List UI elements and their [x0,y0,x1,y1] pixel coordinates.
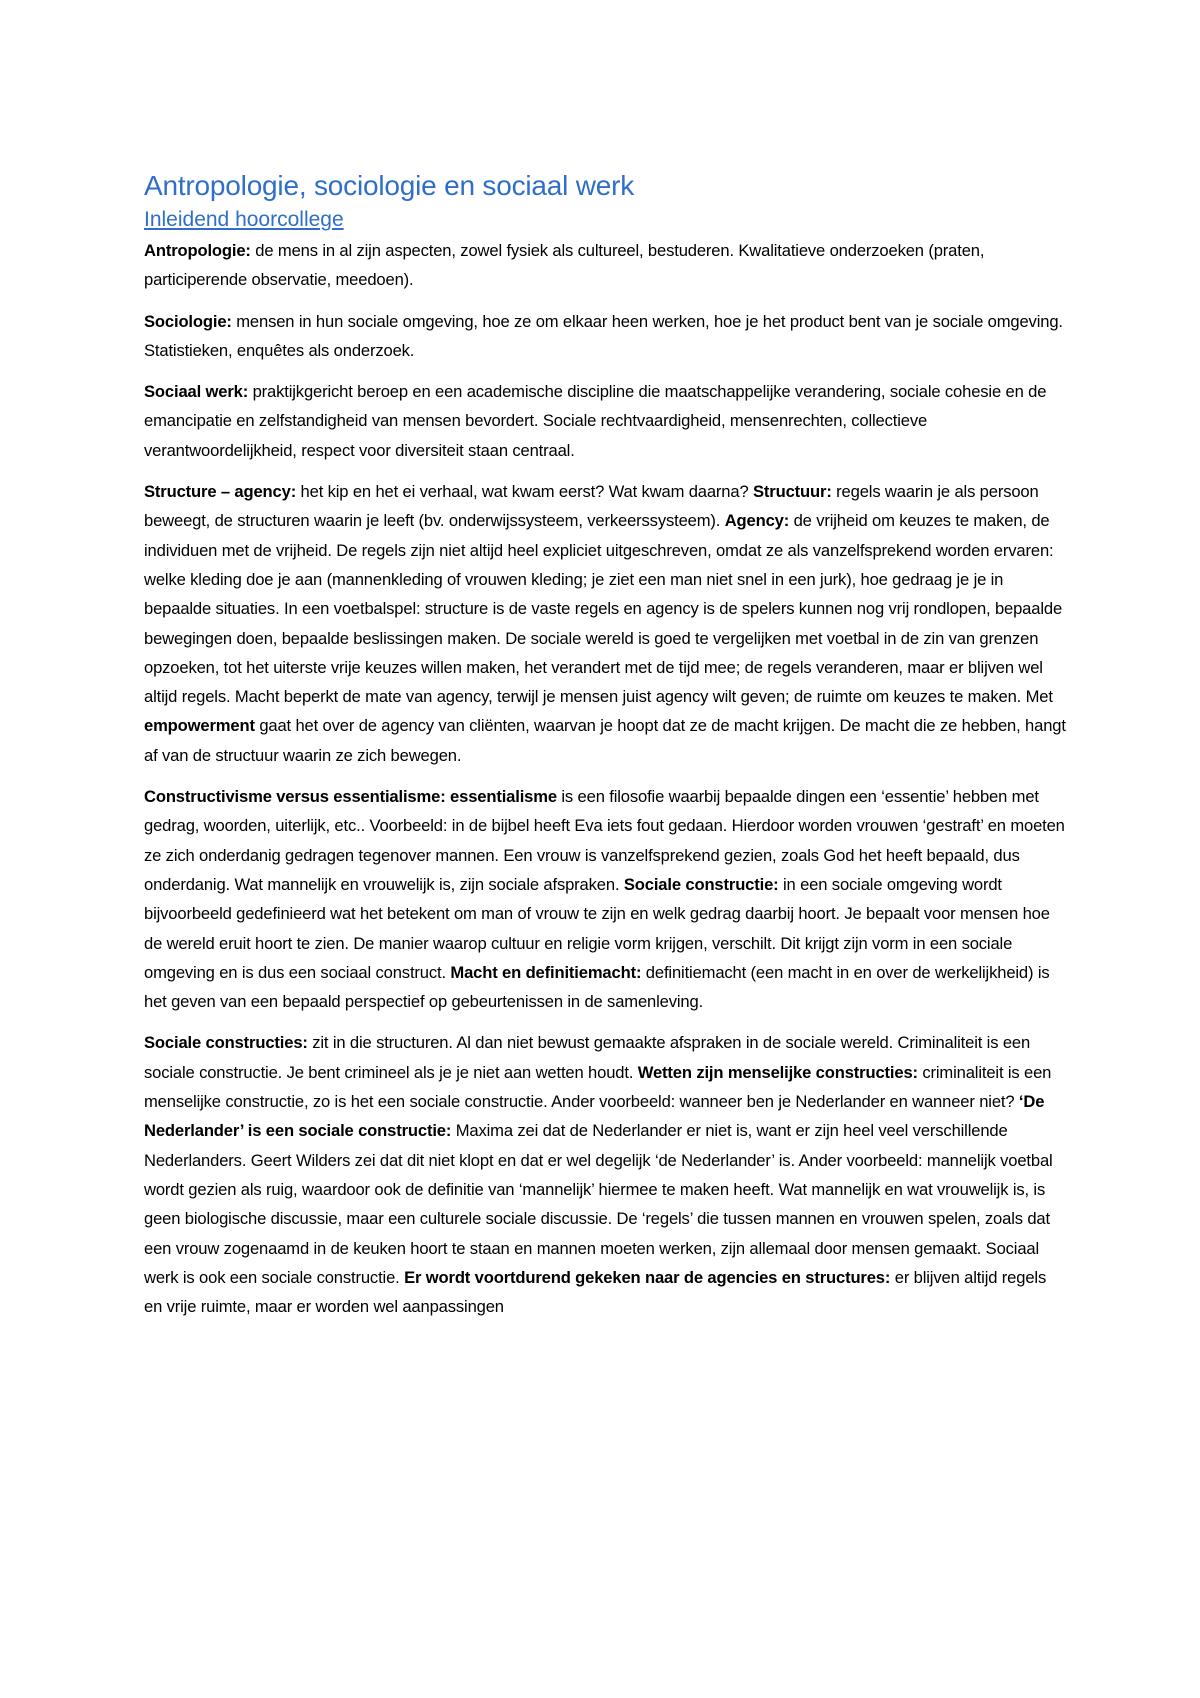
bold-term: Er wordt voortdurend gekeken naar de agencies en structures: [404,1267,891,1287]
bold-term: Sociale constructies: [144,1033,308,1053]
bold-term: Structure – agency: [144,482,297,502]
paragraph-text: mensen in hun sociale omgeving, hoe ze om elkaar heen werken, hoe je het product bent van je sociale omgeving. Statistieken, enquêtes als onderzoek. [144,311,1063,360]
paragraph [144,782,1068,1016]
bold-term: Macht en definitiemacht: [450,962,642,982]
paragraph-text: regels waarin je als persoon beweegt, de structuren waarin je leeft (bv. onderwijssysteem, verkeerssysteem). [144,482,1039,531]
paragraph-text: definitiemacht (een macht in en over de werkelijkheid) is het geven van een bepaald perspectief op gebeurtenissen in de samenleving. [144,962,1050,1012]
paragraph-text: is een filosofie waarbij bepaalde dingen een ‘essentie’ hebben met gedrag, woorden, uiterlijk, etc.. Voorbeeld: in de bijbel heeft Eva iets fout gedaan. Hierdoor worden vrouwen ‘gestraft’ en moeten ze zich onderdanig gedragen tegenover mannen. Een vrouw is vanzelfsprekend gezien, zoals God het heeft bepaald, dus onderdanig. Wat mannelijk en vrouwelijk is, zijn sociale afspraken. [144,787,1065,894]
paragraph [144,1028,1068,1321]
paragraph-text: de vrijheid om keuzes te maken, de individuen met de vrijheid. De regels zijn niet altijd heel expliciet uitgeschreven, omdat ze als vanzelfsprekend worden ervaren: welke kleding doe je aan (mannenkleding of vrouwen kleding; je ziet een man niet snel in een jurk), hoe gedraag je je in bepaalde situaties. In een voetbalspel: structure is de vaste regels en agency is de spelers kunnen nog vrij rondlopen, bepaalde bewegingen doen, bepaalde beslissingen maken. De sociale wereld is goed te vergelijken met voetbal in de zin van grenzen opzoeken, tot het uiterste vrije keuzes willen maken, het verandert met de tijd mee; de regels veranderen, maar er blijven wel altijd regels. Macht beperkt de mate van agency, terwijl je mensen juist agency wilt geven; de ruimte om keuzes te maken. Met [144,511,1063,707]
paragraph-text: Maxima zei dat de Nederlander er niet is, want er zijn heel veel verschillende Nederlanders. Geert Wilders zei dat dit niet klopt en dat er wel degelijk ‘de Nederlander’ is. Ander voorbeeld: mannelijk voetbal wordt gezien als ruig, waardoor ook de definitie van ‘mannelijk’ hiermee te maken heeft. Wat mannelijk en wat vrouwelijk is, is geen biologische discussie, maar een culturele sociale discussie. De ‘regels’ die tussen mannen en vrouwen spelen, zoals dat een vrouw zogenaamd in de keuken hoort te staan en mannen moeten werken, zijn allemaal door mensen gemaakt. Sociaal werk is ook een sociale constructie. [144,1121,1053,1287]
paragraph-list [144,236,1068,1321]
bold-term: empowerment [144,716,255,736]
paragraph-text: praktijkgericht beroep en een academische discipline die maatschappelijke verandering, sociale cohesie en de emancipatie en zelfstandigheid van mensen bevordert. Sociale rechtvaardigheid, mensenrechten, collectieve verantwoordelijkheid, respect voor diversiteit staan centraal. [144,382,1047,460]
paragraph-text: het kip en het ei verhaal, wat kwam eerst? Wat kwam daarna? [296,482,754,502]
paragraph-text: de mens in al zijn aspecten, zowel fysiek als cultureel, bestuderen. Kwalitatieve onderzoeken (praten, participerende observatie, meedoen). [144,241,985,290]
paragraph [144,236,1068,295]
paragraph [144,307,1068,366]
paragraph-text: gaat het over de agency van cliënten, waarvan je hoopt dat ze de macht krijgen. De macht die ze hebben, hangt af van de structuur waarin ze zich bewegen. [144,716,1066,765]
document-body [144,168,1068,1333]
paragraph [144,377,1068,465]
paragraph-text: er blijven altijd regels en vrije ruimte, maar er worden wel aanpassingen [144,1267,1047,1317]
bold-term: Constructivisme versus essentialisme: essentialisme [144,787,557,807]
paragraph-text: in een sociale omgeving wordt bijvoorbeeld gedefinieerd wat het betekent om man of vrouw te zijn en welk gedrag daarbij hoort. Je bepaalt voor mensen hoe de wereld eruit hoort te zien. De manier waarop cultuur en religie vorm krijgen, verschilt. Dit krijgt zijn vorm in een sociale omgeving en is dus een sociaal construct. [144,874,1050,982]
paragraph-text: criminaliteit is een menselijke constructie, zo is het een sociale constructie. Ander voorbeeld: wanneer ben je Nederlander en wanneer niet? [144,1062,1052,1112]
bold-term: Wetten zijn menselijke constructies: [637,1062,918,1082]
bold-term: ‘De Nederlander’ is een sociale constructie: [144,1092,1045,1141]
bold-term: Sociaal werk: [144,382,249,402]
bold-term: Sociale constructie: [623,874,779,894]
section-heading: Inleidend hoorcollege [144,208,344,231]
bold-term: Agency: [724,511,790,531]
paragraph [144,477,1068,770]
bold-term: Structuur: [753,482,832,502]
bold-term: Antropologie: [144,241,251,260]
bold-term: Sociologie: [144,311,232,331]
document-title: Antropologie, sociologie en sociaal werk [144,170,635,201]
paragraph-text: zit in die structuren. Al dan niet bewust gemaakte afspraken in de sociale wereld. Criminaliteit is een sociale constructie. Je bent crimineel als je je niet aan wetten houdt. [144,1033,1031,1082]
